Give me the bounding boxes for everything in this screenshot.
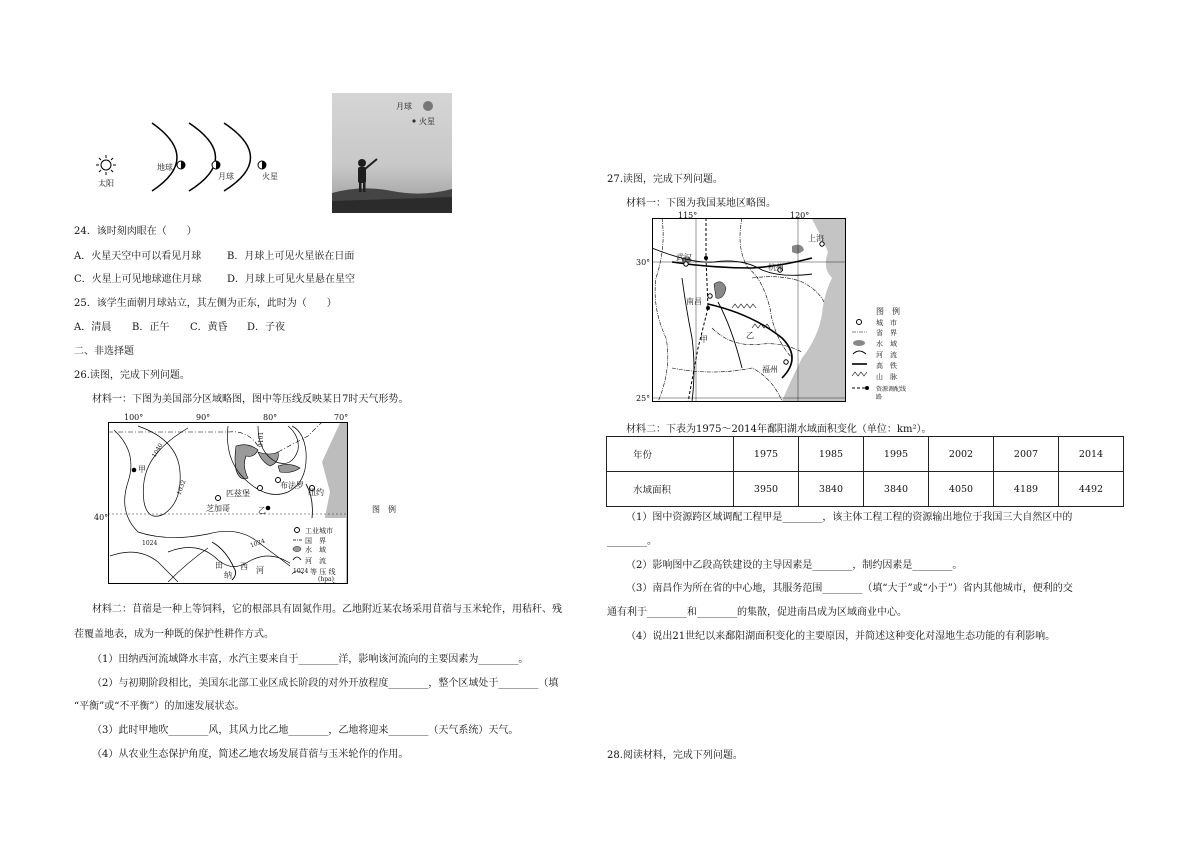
map26-city-buffalo: 布法罗	[280, 481, 304, 490]
table-area-cell: 3840	[799, 472, 864, 507]
sun-label: 太阳	[98, 179, 114, 188]
q26-sub1: （1）田纳西河流域降水丰富，水汽主要来自于________洋，影响该河流向的主要因素为________。	[92, 654, 529, 665]
map27-legend-prov: 省 界	[876, 329, 897, 337]
city-yi-marker	[266, 506, 271, 511]
moon-orbit	[189, 123, 216, 191]
q24-option-b: B．月球上可见火星嵌在日面	[227, 251, 355, 262]
map27-city-hangzhou: 杭州	[768, 263, 784, 272]
q26-sub2-line1: （2）与初期阶段相比，美国东北部工业区成长阶段的对外开放程度________，整个区域处于________（填	[92, 678, 559, 689]
map27-legend-route: 资源调配线路	[876, 386, 907, 401]
q26-material2-line2: 茬覆盖地表，成为一种既的保护性耕作方式。	[74, 629, 274, 640]
map26-city-jia: 甲	[138, 465, 146, 474]
map26-city-yi: 乙	[258, 506, 266, 515]
map27-city-fuzhou: 福州	[762, 365, 778, 374]
map26-city-newyork: 纽约	[308, 488, 324, 497]
q27-sub4: （4）说出21世纪以来鄱阳湖面积变化的主要原因，并简述这种变化对湿地生态功能的有利影响。	[626, 631, 1056, 642]
student-silhouette	[358, 159, 377, 192]
city-pittsburgh-marker	[258, 486, 263, 491]
map26-city-pittsburgh: 匹兹堡	[226, 489, 250, 498]
map26-lon-100: 100°	[124, 413, 144, 422]
map27-city-shanghai: 上海	[808, 234, 824, 243]
q26-sub2-line2: “平衡”或“不平衡”）的加速发展状态。	[74, 701, 245, 712]
q27-material1: 材料一：下图为我国某地区略图。	[626, 198, 776, 209]
mars-label: 火星	[262, 172, 278, 181]
section-heading: 二、非选择题	[74, 346, 134, 357]
q26-material2-line1: 材料二：苜蓿是一种上等饲料，它的根部具有固氮作用。乙地附近某农场采用苜蓿与玉米轮作，用秸秆、残	[92, 604, 562, 615]
table-year-cell: 1985	[799, 437, 864, 472]
poyang-area-table	[606, 436, 1124, 507]
q27-sub3-line1: （3）南昌作为所在省的中心地，其服务范围________（填“大于”或“小于”）省内其他城市，便利的交	[626, 583, 1073, 594]
isobar-1016: 1016	[256, 431, 264, 448]
table-row	[607, 472, 1124, 507]
river-label-na: 纳	[224, 571, 232, 580]
map26-legend-iso: 等 压 线	[310, 568, 336, 576]
q28-stem: 28.阅读材料，完成下列问题。	[607, 750, 743, 761]
mars-dot-icon	[412, 119, 415, 122]
q26-sub4: （4）从农业生态保护角度，简述乙地农场发展苜蓿与玉米轮作的作用。	[92, 749, 409, 760]
river-label-tian: 田	[215, 561, 223, 570]
moon-label: 月球	[218, 172, 234, 181]
table-year-cell: 2014	[1059, 437, 1124, 472]
q26-stem: 26.读图，完成下列问题。	[74, 370, 190, 381]
map26-legend-iso-unit: (hpa)	[318, 576, 334, 583]
isobar-1024-a: 1024	[142, 540, 158, 547]
photo-mars-label: 火星	[419, 117, 435, 126]
table-area-cell: 3950	[734, 472, 799, 507]
table-year-cell: 1975	[734, 437, 799, 472]
q27-sub2: （2）影响图中乙段高铁建设的主导因素是________，制约因素是________。	[626, 560, 963, 571]
isobar-1024-b: 1024	[249, 537, 267, 550]
q24-stem: 24．该时刻肉眼在（ ）	[74, 226, 197, 237]
q25-option-b: B．正午	[132, 322, 170, 333]
map26-legend-iso-val: 1024	[293, 568, 309, 575]
map27-label-jia: 甲	[700, 335, 708, 344]
q24-option-c: C．火星上可见地球遮住月球	[74, 274, 202, 285]
map27-legend-symbols	[850, 316, 870, 406]
map27-lon-115: 115°	[678, 211, 698, 220]
table-header-cell: 年份	[607, 437, 734, 472]
map27-legend-city: 城 市	[876, 319, 897, 327]
map26-lon-70: 70°	[334, 413, 349, 422]
map27-label-yi: 乙	[746, 331, 754, 340]
map26-legend-title: 图 例	[372, 505, 396, 514]
earth-label: 地球	[157, 163, 173, 172]
q27-sub1-line1: （1）图中资源跨区域调配工程甲是________，该主体工程工程的资源输出地位于我国三大自然区中的	[626, 512, 1073, 523]
q25-option-a: A．清晨	[74, 322, 112, 333]
map26-legend-water: 水 域	[305, 546, 326, 554]
map26-lat-40: 40°	[94, 513, 109, 522]
map27-legend-water: 水 域	[876, 340, 897, 348]
china-region-map	[652, 218, 846, 402]
isobar-1040: 1040	[150, 442, 165, 459]
moon-icon	[423, 101, 433, 111]
table-area-cell: 3840	[864, 472, 929, 507]
map27-lat-25: 25°	[636, 394, 651, 403]
map27-legend-rail: 高 铁	[876, 362, 897, 370]
map27-city-nanchang: 南昌	[686, 297, 702, 306]
map27-legend-mountain: 山 脉	[876, 373, 897, 381]
table-row	[607, 437, 1124, 472]
table-year-cell: 2007	[994, 437, 1059, 472]
map26-legend-border: 国 界	[305, 537, 326, 545]
table-year-cell: 2002	[929, 437, 994, 472]
map27-city-wuhan: 武汉	[676, 253, 692, 262]
city-chicago-marker	[216, 496, 221, 501]
map26-city-chicago: 芝加哥	[206, 504, 230, 513]
earth-orbit	[152, 123, 177, 191]
table-header-cell: 水域面积	[607, 472, 734, 507]
map27-lat-30: 30°	[636, 258, 651, 267]
q25-stem: 25．该学生面朝月球站立，其左侧为正东，此时为（ ）	[74, 298, 337, 309]
q24-option-d: D．月球上可见火星悬在星空	[227, 274, 356, 285]
q27-material2: 材料二：下表为1975～2014年鄱阳湖水域面积变化（单位：km²）。	[626, 424, 932, 435]
sun-icon	[96, 155, 116, 175]
river-label-he: 河	[256, 566, 264, 575]
q25-option-c: C．黄昏	[190, 322, 228, 333]
q27-stem: 27.读图，完成下列问题。	[607, 174, 723, 185]
q27-sub3-line2: 通有利于________和________的集散，促进南昌成为区域商业中心。	[607, 607, 907, 618]
q24-option-a: A．火星天空中可以看见月球	[74, 251, 202, 262]
map26-legend-river: 河 流	[305, 557, 326, 565]
table-year-cell: 1995	[864, 437, 929, 472]
table-area-cell: 4050	[929, 472, 994, 507]
student-photo	[332, 93, 452, 213]
river-label-xi: 西	[240, 562, 248, 571]
map27-lon-120: 120°	[790, 211, 810, 220]
isobar-1032: 1032	[175, 479, 188, 496]
map26-lon-90: 90°	[196, 413, 211, 422]
table-area-cell: 4492	[1059, 472, 1124, 507]
map27-legend-title: 图 例	[876, 307, 900, 316]
q26-material1: 材料一：下图为美国部分区域略图，图中等压线反映某日7时天气形势。	[92, 394, 409, 405]
map26-lon-80: 80°	[263, 413, 278, 422]
table-area-cell: 4189	[994, 472, 1059, 507]
map26-legend-city: 工业城市	[305, 527, 333, 535]
photo-moon-label: 月球	[396, 102, 412, 111]
map27-legend-river: 河 流	[876, 351, 897, 359]
q25-option-d: D．子夜	[247, 322, 286, 333]
q26-sub3: （3）此时甲地吹________风，其风力比乙地________，乙地将迎来________（天气系统）天气。	[92, 725, 519, 736]
city-jia-marker	[132, 468, 137, 473]
q27-sub1-line2: ________。	[607, 536, 657, 547]
